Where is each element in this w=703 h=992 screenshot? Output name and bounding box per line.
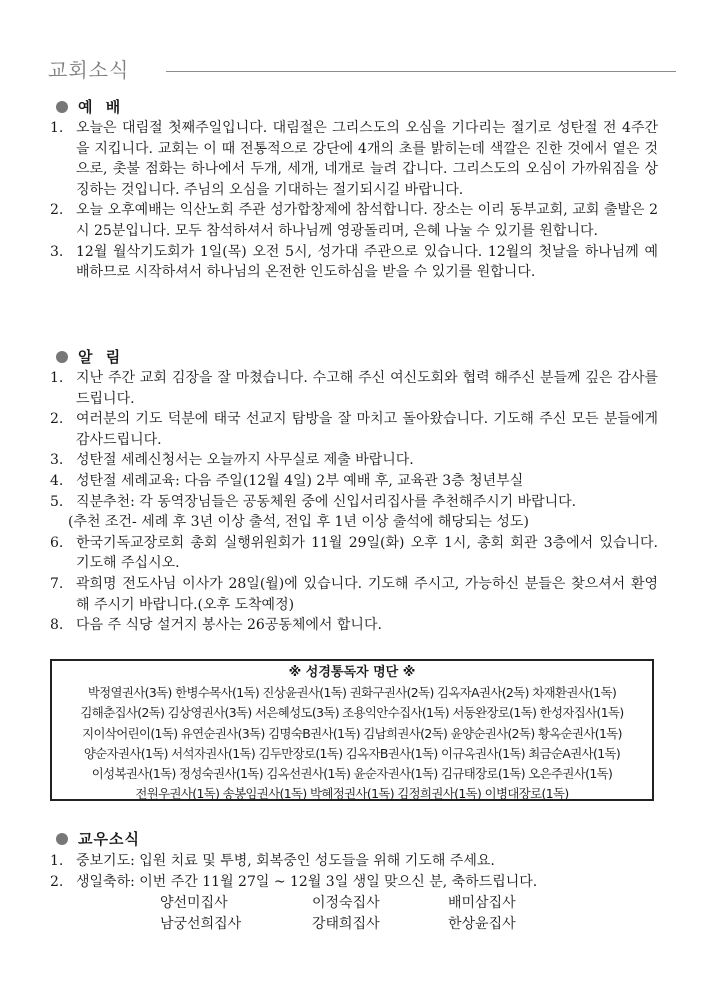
list-item: 5. 직분추천: 각 동역장님들은 공동체원 중에 신입서리집사를 추천해주시기 바랍니다.: [50, 493, 577, 510]
birthday-name: 배미삼집사: [448, 895, 516, 911]
bible-readers-box: [50, 659, 654, 801]
page-header: [48, 50, 676, 90]
bullet-icon: [56, 351, 68, 363]
list-item: 1. 오늘은 대림절 첫째주일입니다. 대림절은 그리스도의 오심을 기다리는 절기로 성탄절 전 4주간을 지킵니다. 교회는 이 때 전통적으로 강단에 4개의 초를 밝히는데 색깔은 진한 것에서 옅은 것으로, 촛불 점화는 하나에서 두개, 세개, 네개로 늘려 갑니다. 그리스도의 오심이 가까워짐을 상징하는 것입니다. 주님의 오심을 기대하는 절기되시길 바랍니다.: [50, 120, 658, 198]
birthday-name: 남궁선희집사: [160, 915, 242, 932]
list-item: 2. 여러분의 기도 덕분에 태국 선교지 탐방을 잘 마치고 돌아왔습니다. 기도해 주신 모든 분들에게 감사드립니다.: [50, 411, 658, 448]
list-item: 3. 12월 월삭기도회가 1일(목) 오전 5시, 성가대 주관으로 있습니다. 12월의 첫날을 하나님께 예배하므로 시작하셔서 하나님의 온전한 인도하심을 받을 수 있기를 원합니다.: [50, 243, 658, 281]
list-item: 3. 성탄절 세례신청서는 오늘까지 사무실로 제출 바랍니다.: [50, 452, 414, 469]
list-item: 2. 오늘 오후예배는 익산노회 주관 성가합창제에 참석합니다. 장소는 이리 동부교회, 교회 출발은 2시 25분입니다. 모두 참석하셔서 하나님께 영광돌리며, 은혜 나눌 수 있기를 원합니다.: [50, 202, 658, 239]
section-notice-heading: [56, 346, 124, 367]
birthday-name: 이정숙집사: [312, 895, 380, 911]
readers-line: 박정열권사(3독) 한병수목사(1독) 진상윤권사(1독) 권화구권사(2독) 김옥자A권사(2독) 차재환권사(1독): [87, 685, 617, 701]
bullet-icon: [56, 833, 68, 845]
list-item: 4. 성탄절 세례교육: 다음 주일(12월 4일) 2부 예배 후, 교육관 3층 청년부실: [50, 472, 524, 489]
birthday-name: 양선미집사: [160, 895, 228, 911]
header-divider: [166, 71, 676, 72]
readers-line: 이성복권사(1독) 정성숙권사(1독) 김옥선권사(1독) 윤순자권사(1독) 김규태장로(1독) 오은주권사(1독): [91, 766, 613, 782]
section-title: 알 림: [78, 348, 125, 366]
list-item: 1. 지난 주간 교회 김장을 잘 마쳤습니다. 수고해 주신 여신도회와 협력 해주신 분들께 깊은 감사를 드립니다.: [50, 370, 658, 407]
box-title: ※ 성경통독자 명단 ※: [288, 665, 416, 680]
list-item: 2. 생일축하: 이번 주간 11월 27일 ~ 12월 3일 생일 맞으신 분, 축하드립니다.: [50, 873, 538, 890]
page-title: 교회소식: [48, 58, 130, 82]
notice-list: [50, 368, 658, 636]
birthday-names: [160, 893, 568, 934]
bullet-icon: [56, 101, 68, 113]
list-item: 8. 다음 주 식당 설거지 봉사는 26공동체에서 합니다.: [50, 617, 382, 634]
list-item: 7. 곽희명 전도사님 이사가 28일(월)에 있습니다. 기도해 주시고, 가능하신 분들은 찾으셔서 환영해 주시기 바랍니다.(오후 도착예정): [50, 575, 658, 613]
readers-line: 양순자권사(1독) 서석자권사(1독) 김두만장로(1독) 김옥자B권사(1독) 이규옥권사(1독) 최금순A권사(1독): [83, 745, 621, 761]
section-worship-heading: [56, 96, 124, 117]
birthday-name: 한상윤집사: [448, 915, 516, 932]
readers-line: 지이삭어린이(1독) 유연순권사(3독) 김명숙B권사(1독) 김남희권사(2독) 윤양순권사(2독) 황옥순권사(1독): [82, 725, 622, 741]
readers-line: 전원우권사(1독) 송봉임권사(1독) 박혜정권사(1독) 김정희권사(1독) 이병대장로(1독): [135, 786, 569, 802]
members-list: [50, 851, 658, 892]
section-members-heading: [56, 828, 140, 849]
section-title: 예 배: [78, 98, 125, 116]
list-item: (추천 조건- 세례 후 3년 이상 출석, 전입 후 1년 이상 출석에 해당되는 성도): [68, 514, 529, 531]
list-item: 1. 중보기도: 입원 치료 및 투병, 회복중인 성도들을 위해 기도해 주세요.: [50, 853, 495, 869]
birthday-name: 강태희집사: [312, 915, 380, 932]
readers-line: 김해춘집사(2독) 김상영권사(3독) 서은혜성도(3독) 조용익안수집사(1독) 서동완장로(1독) 한성자집사(1독): [80, 705, 624, 721]
section-title: 교우소식: [78, 830, 140, 848]
list-item: 6. 한국기독교장로회 총회 실행위원회가 11월 29일(화) 오후 1시, 총회 회관 3층에서 있습니다. 기도해 주십시오.: [50, 534, 658, 572]
worship-list: [50, 118, 658, 283]
